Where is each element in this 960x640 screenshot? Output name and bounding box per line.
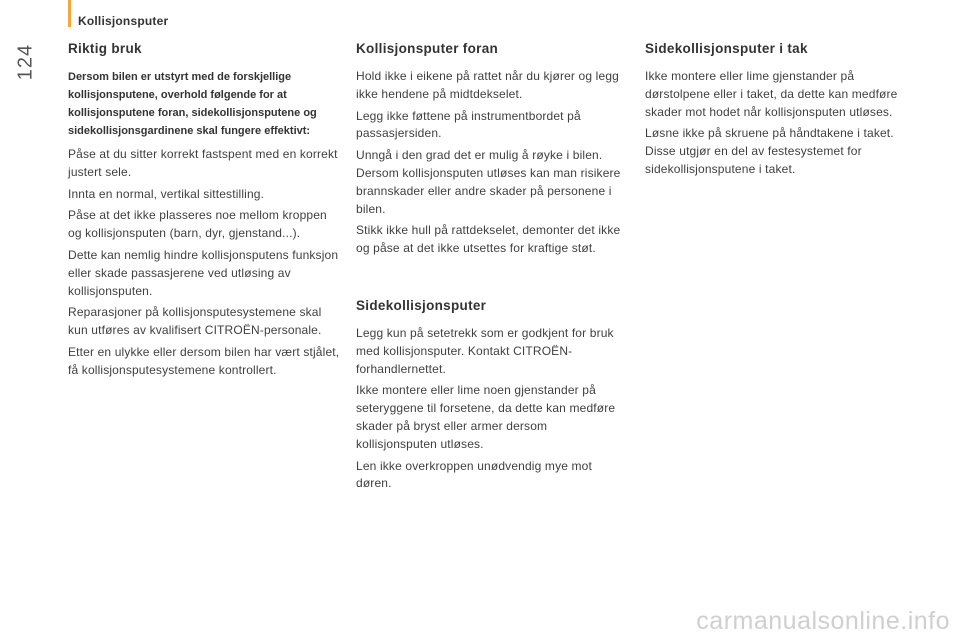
section-accent-bar [68,0,71,27]
paragraph: Reparasjoner på kollisjonsputesystemene skal kun utføres av kvalifisert CITROËN-personale. [68,305,322,338]
heading-sidekollisjonsputer-i-tak: Sidekollisjonsputer i tak [645,41,808,56]
subsection-sidekollisjonsputer [356,298,631,493]
paragraph: Påse at du sitter korrekt fastspent med en korrekt justert sele. [68,147,338,179]
paragraph: Innta en normal, vertikal sittestilling. [68,186,265,201]
paragraph: Ikke montere eller lime gjenstander på dørstolpene eller i taket, da dette kan medføre skader mot hodet når kollisjonsputen utløses. [645,69,898,119]
column-sidekollisjonsputer-i-tak [645,41,915,183]
paragraph: Påse at det ikke plasseres noe mellom kroppen og kollisjonsputen (barn, dyr, gjenstand...). [68,208,327,241]
page-number: 124 [14,43,37,81]
paragraph: Legg ikke føttene på instrumentbordet på passasjersiden. [356,108,581,141]
paragraph: Ikke montere eller lime noen gjenstander på seteryggene til forsetene, da dette kan medføre skader på bryst eller armer dersom kollisjonsputen utløses. [356,383,616,451]
column-kollisjonsputer-foran [356,41,631,497]
paragraph: Legg kun på setetrekk som er godkjent for bruk med kollisjonsputer. Kontakt CITROËN-forhandlernettet. [356,325,614,376]
watermark-logo: carmanualsonline.info [696,607,950,635]
heading-riktig-bruk: Riktig bruk [68,41,142,56]
paragraph: Etter en ulykke eller dersom bilen har vært stjålet, få kollisjonsputesystemene kontrollert. [68,344,340,377]
lead-paragraph: Dersom bilen er utstyrt med de forskjellige kollisjonsputene, overhold følgende for at kollisjonsputene foran, sidekollisjonsputene og sidekollisjonsgardinene skal fungere effektivt: [68,71,317,137]
paragraph: Løsne ikke på skruene på håndtakene i taket. Disse utgjør en del av festesystemet for sidekollisjonsputene i taket. [645,126,894,176]
paragraph: Len ikke overkroppen unødvendig mye mot døren. [356,458,592,491]
paragraph: Unngå i den grad det er mulig å røyke i bilen. Dersom kollisjonsputen utløses kan man risikere brannskader eller andre skader på personene i bilen. [356,148,621,216]
column-riktig-bruk [68,41,340,384]
heading-sidekollisjonsputer: Sidekollisjonsputer [356,297,487,313]
paragraph: Hold ikke i eikene på rattet når du kjører og legg ikke hendene på midtdekselet. [356,69,619,101]
heading-kollisjonsputer-foran: Kollisjonsputer foran [356,41,499,56]
section-header: Kollisjonsputer [78,14,169,28]
paragraph: Dette kan nemlig hindre kollisjonsputens funksjon eller skade passasjerene ved utløsing av kollisjonsputen. [68,247,339,298]
paragraph: Stikk ikke hull på rattdekselet, demonter det ikke og påse at det ikke utsettes for kraftige støt. [356,223,621,256]
